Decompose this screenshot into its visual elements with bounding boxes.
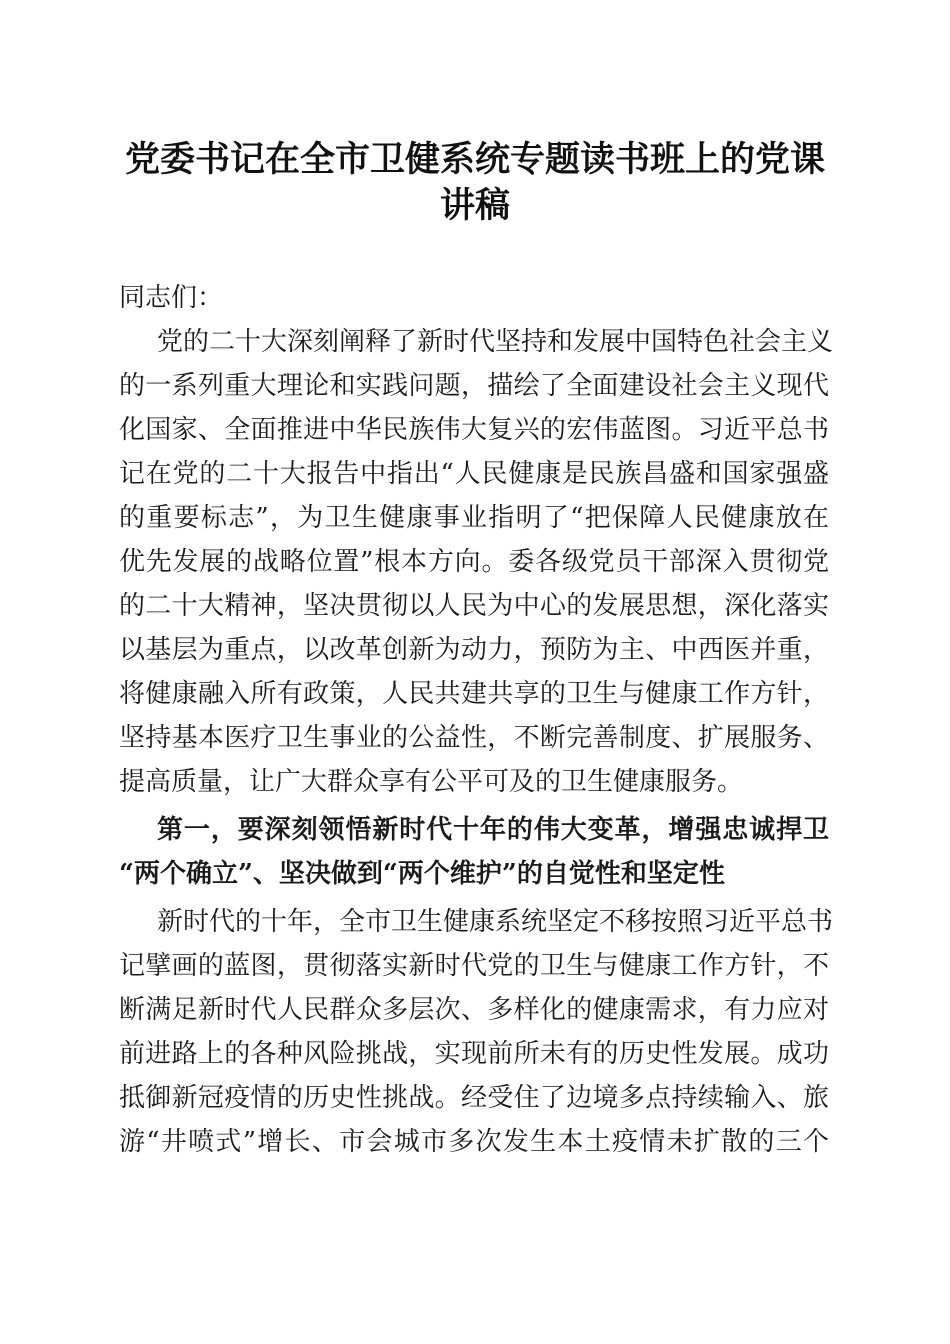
paragraph-line: 党的二十大深刻阐释了新时代坚持和发展中国特色社会主义 bbox=[157, 327, 834, 357]
paragraph-line: 将健康融入所有政策，人民共建共享的卫生与健康工作方针， bbox=[119, 679, 829, 709]
document-title-line-2: 讲稿 bbox=[439, 185, 510, 226]
paragraph-line: 坚持基本医疗卫生事业的公益性，不断完善制度、扩展服务、 bbox=[119, 723, 829, 753]
paragraph-line: 的二十大精神，坚决贯彻以人民为中心的发展思想，深化落实 bbox=[119, 591, 829, 621]
paragraph-line: 提高质量，让广大群众享有公平可及的卫生健康服务。 bbox=[119, 767, 744, 797]
paragraph-line: 记擘画的蓝图，贯彻落实新时代党的卫生与健康工作方针，不 bbox=[119, 951, 829, 981]
paragraph-line: 记在党的二十大报告中指出“人民健康是民族昌盛和国家强盛 bbox=[119, 459, 829, 489]
salutation: 同志们： bbox=[119, 283, 224, 313]
paragraph-line: 优先发展的战略位置”根本方向。委各级党员干部深入贯彻党 bbox=[119, 547, 829, 577]
section-heading-line: 第一，要深刻领悟新时代十年的伟大变革，增强忠诚捍卫 bbox=[157, 815, 829, 845]
paragraph-line: 新时代的十年，全市卫生健康系统坚定不移按照习近平总书 bbox=[157, 907, 834, 937]
document-title-line-1: 党委书记在全市卫健系统专题读书班上的党课 bbox=[124, 139, 825, 180]
paragraph-line: 的重要标志”，为卫生健康事业指明了“把保障人民健康放在 bbox=[119, 503, 829, 533]
paragraph-line: 抵御新冠疫情的历史性挑战。经受住了边境多点持续输入、旅 bbox=[119, 1083, 829, 1113]
paragraph-line: 断满足新时代人民群众多层次、多样化的健康需求，有力应对 bbox=[119, 995, 829, 1025]
paragraph-line: 以基层为重点，以改革创新为动力，预防为主、中西医并重， bbox=[119, 635, 829, 665]
paragraph-line: 游“井喷式”增长、市会城市多次发生本土疫情未扩散的三个 bbox=[119, 1127, 829, 1157]
paragraph-line: 化国家、全面推进中华民族伟大复兴的宏伟蓝图。习近平总书 bbox=[119, 415, 829, 445]
paragraph-line: 的一系列重大理论和实践问题，描绘了全面建设社会主义现代 bbox=[119, 371, 829, 401]
paragraph-line: 前进路上的各种风险挑战，实现前所未有的历史性发展。成功 bbox=[119, 1039, 829, 1069]
section-heading-line: “两个确立”、坚决做到“两个维护”的自觉性和坚定性 bbox=[119, 859, 725, 889]
